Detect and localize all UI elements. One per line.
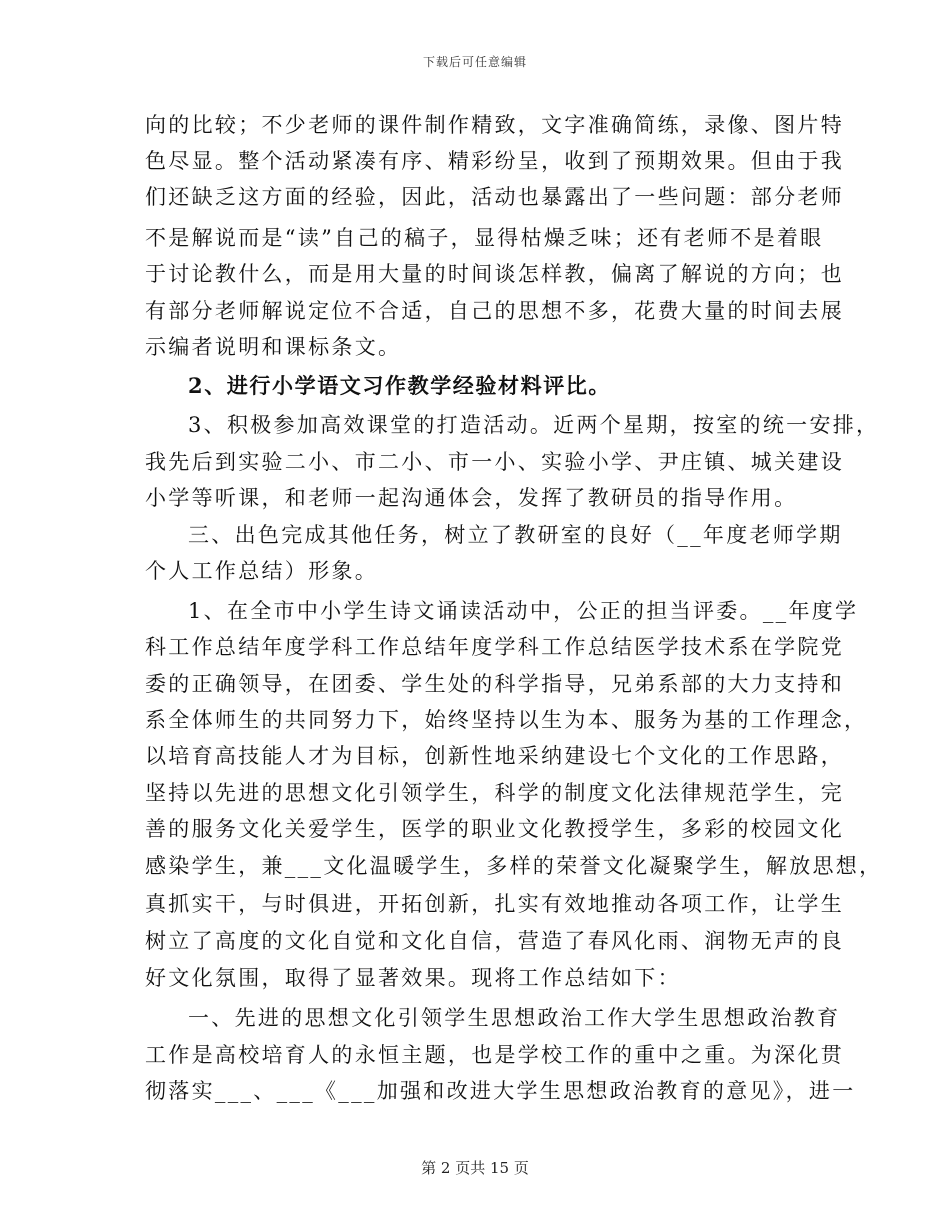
body-line: 3、积极参加高效课堂的打造活动。近两个星期，按室的统一安排，	[188, 413, 880, 437]
body-line: 不是解说而是“读”自己的稿子，显得枯燥乏味；还有老师不是着眼	[145, 226, 824, 250]
body-line: 色尽显。整个活动紧凑有序、精彩纷呈，收到了预期效果。但由于我	[145, 149, 844, 173]
body-line: 感染学生，兼___文化温暖学生，多样的荣誉文化凝聚学生，解放思想，	[145, 854, 883, 878]
body-line: 委的正确领导，在团委、学生处的科学指导，兄弟系部的大力支持和	[145, 672, 844, 696]
body-line: 善的服务文化关爱学生，医学的职业文化教授学生，多彩的校园文化	[145, 817, 844, 841]
body-line: 好文化氛围，取得了显著效果。现将工作总结如下：	[145, 966, 681, 990]
page-header: 下载后可任意编辑	[422, 55, 527, 69]
body-line: 于讨论教什么，而是用大量的时间谈怎样教，偏离了解说的方向；也	[145, 262, 844, 286]
page-footer: 第 2 页共 15 页	[421, 1159, 529, 1177]
body-line: 小学等听课，和老师一起沟通体会，发挥了教研员的指导作用。	[145, 486, 798, 510]
body-line: 真抓实干，与时俱进，开拓创新，扎实有效地推动各项工作，让学生	[145, 892, 844, 916]
body-line: 们还缺乏这方面的经验，因此，活动也暴露出了一些问题：部分老师	[145, 185, 844, 209]
body-line: 个人工作总结）形象。	[145, 559, 378, 583]
body-line: 系全体师生的共同努力下，始终坚持以生为本、服务为基的工作理念，	[145, 708, 868, 732]
body-line: 三、出色完成其他任务，树立了教研室的良好（__年度老师学期	[188, 523, 843, 547]
body-line: 科工作总结年度学科工作总结年度学科工作总结医学技术系在学院党	[145, 635, 844, 659]
body-line: 有部分老师解说定位不合适，自己的思想不多，花费大量的时间去展	[145, 299, 844, 323]
body-line: 示编者说明和课标条文。	[145, 335, 402, 359]
body-line: 一、先进的思想文化引领学生思想政治工作大学生思想政治教育	[188, 1006, 841, 1030]
body-line: 彻落实___、___《___加强和改进大学生思想政治教育的意见》，进一	[145, 1079, 856, 1103]
body-line: 以培育高技能人才为目标，创新性地采纳建设七个文化的工作思路，	[145, 744, 844, 768]
body-line: 工作是高校培育人的永恒主题，也是学校工作的重中之重。为深化贯	[145, 1043, 844, 1067]
section-heading: 2、进行小学语文习作教学经验材料评比。	[188, 373, 612, 398]
body-line: 向的比较；不少老师的课件制作精致，文字准确简练，录像、图片特	[145, 113, 844, 137]
body-line: 我先后到实验二小、市二小、市一小、实验小学、尹庄镇、城关建设	[145, 450, 844, 474]
body-line: 树立了高度的文化自觉和文化自信，营造了春风化雨、润物无声的良	[145, 929, 844, 953]
body-line: 坚持以先进的思想文化引领学生，科学的制度文化法律规范学生，完	[145, 781, 844, 805]
body-line: 1、在全市中小学生诗文诵读活动中，公正的担当评委。__年度学	[188, 599, 859, 623]
